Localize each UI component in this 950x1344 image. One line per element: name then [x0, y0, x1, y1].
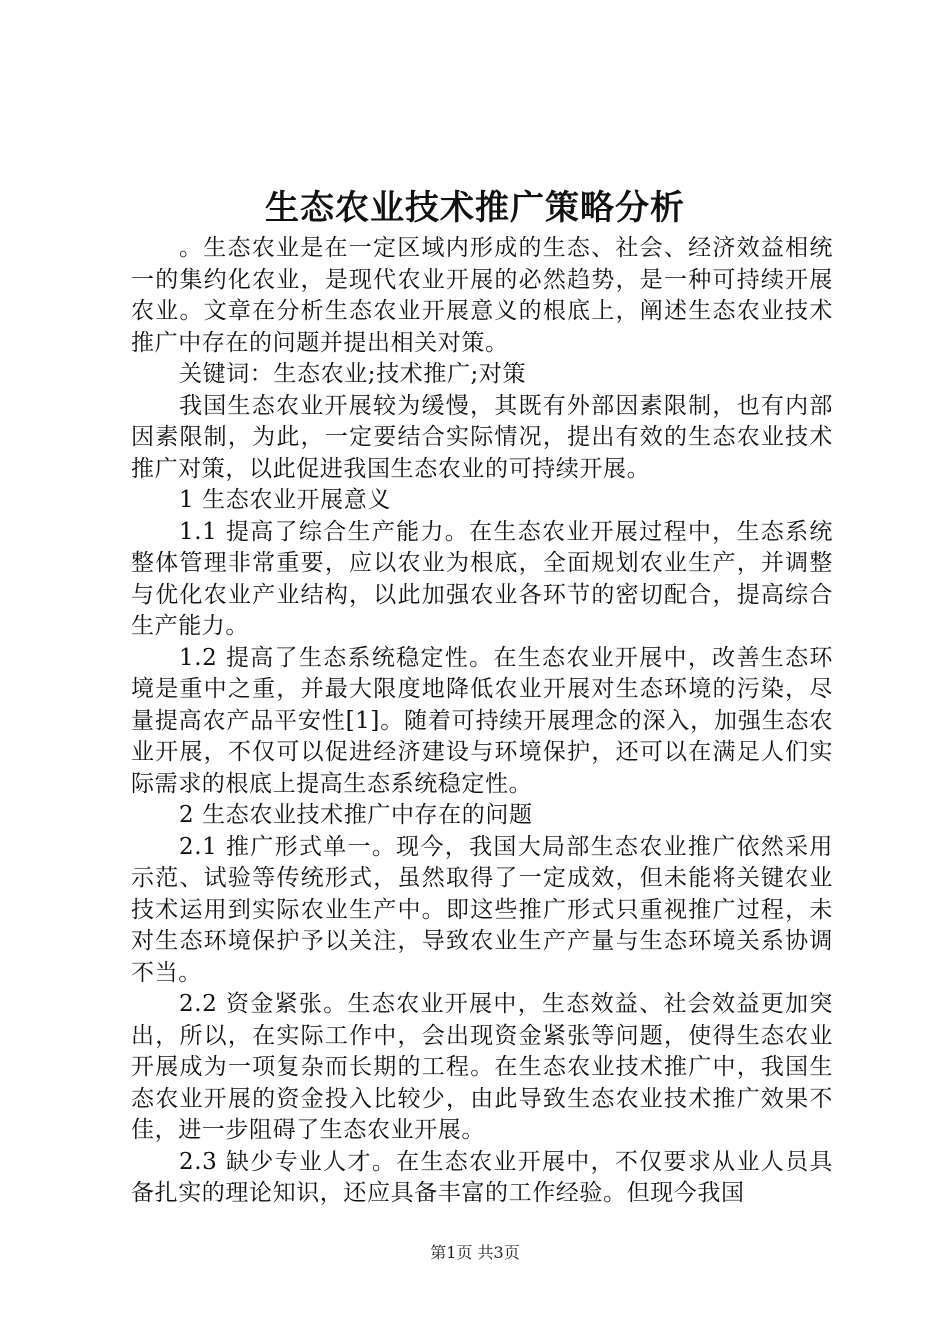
- section-heading: 1 生态农业开展意义: [179, 487, 391, 513]
- body-paragraph: 2.1 推广形式单一。现今，我国大局部生态农业推广依然采用示范、试验等传统形式，虽然取得了一定成效，但未能将关键农业技术运用到实际农业生产中。即这些推广形式只重视推广过程，未对生态环境保护予以关注，导致农业生产产量与生态环境关系协调不当。: [131, 833, 833, 986]
- body-paragraph: 1.2 提高了生态系统稳定性。在生态农业开展中，改善生态环境是重中之重，并最大限度地降低农业开展对生态环境的污染，尽量提高农产品平安性[1]。随着可持续开展理念的深入，加强生态农业开展，不仅可以促进经济建设与环境保护，还可以在满足人们实际需求的根底上提高生态系统稳定性。: [131, 644, 833, 797]
- abstract-paragraph: 。生态农业是在一定区域内形成的生态、社会、经济效益相统一的集约化农业，是现代农业开展的必然趋势，是一种可持续开展农业。文章在分析生态农业开展意义的根底上，阐述生态农业技术推广中存在的问题并提出相关对策。: [131, 235, 833, 356]
- document-body: [131, 233, 833, 1210]
- document-title: 生态农业技术推广策略分析: [265, 188, 685, 228]
- body-paragraph: 2.2 资金紧张。生态农业开展中，生态效益、社会效益更加突出，所以，在实际工作中，会出现资金紧张等问题，使得生态农业开展成为一项复杂而长期的工程。在生态农业技术推广中，我国生态农业开展的资金投入比较少，由此导致生态农业技术推广效果不佳，进一步阻碍了生态农业开展。: [131, 991, 833, 1143]
- section-heading: 2 生态农业技术推广中存在的问题: [179, 802, 533, 828]
- body-paragraph: 1.1 提高了综合生产能力。在生态农业开展过程中，生态系统整体管理非常重要，应以农业为根底，全面规划农业生产，并调整与优化农业产业结构，以此加强农业各环节的密切配合，提高综合生产能力。: [131, 518, 833, 639]
- page-number-footer: 第1页 共3页: [430, 1243, 520, 1262]
- keywords-line: 关键词：生态农业;技术推广;对策: [179, 361, 527, 387]
- intro-paragraph: 我国生态农业开展较为缓慢，其既有外部因素限制，也有内部因素限制，为此，一定要结合实际情况，提出有效的生态农业技术推广对策，以此促进我国生态农业的可持续开展。: [131, 392, 833, 482]
- body-paragraph: 2.3 缺少专业人才。在生态农业开展中，不仅要求从业人员具备扎实的理论知识，还应具备丰富的工作经验。但现今我国: [131, 1148, 833, 1206]
